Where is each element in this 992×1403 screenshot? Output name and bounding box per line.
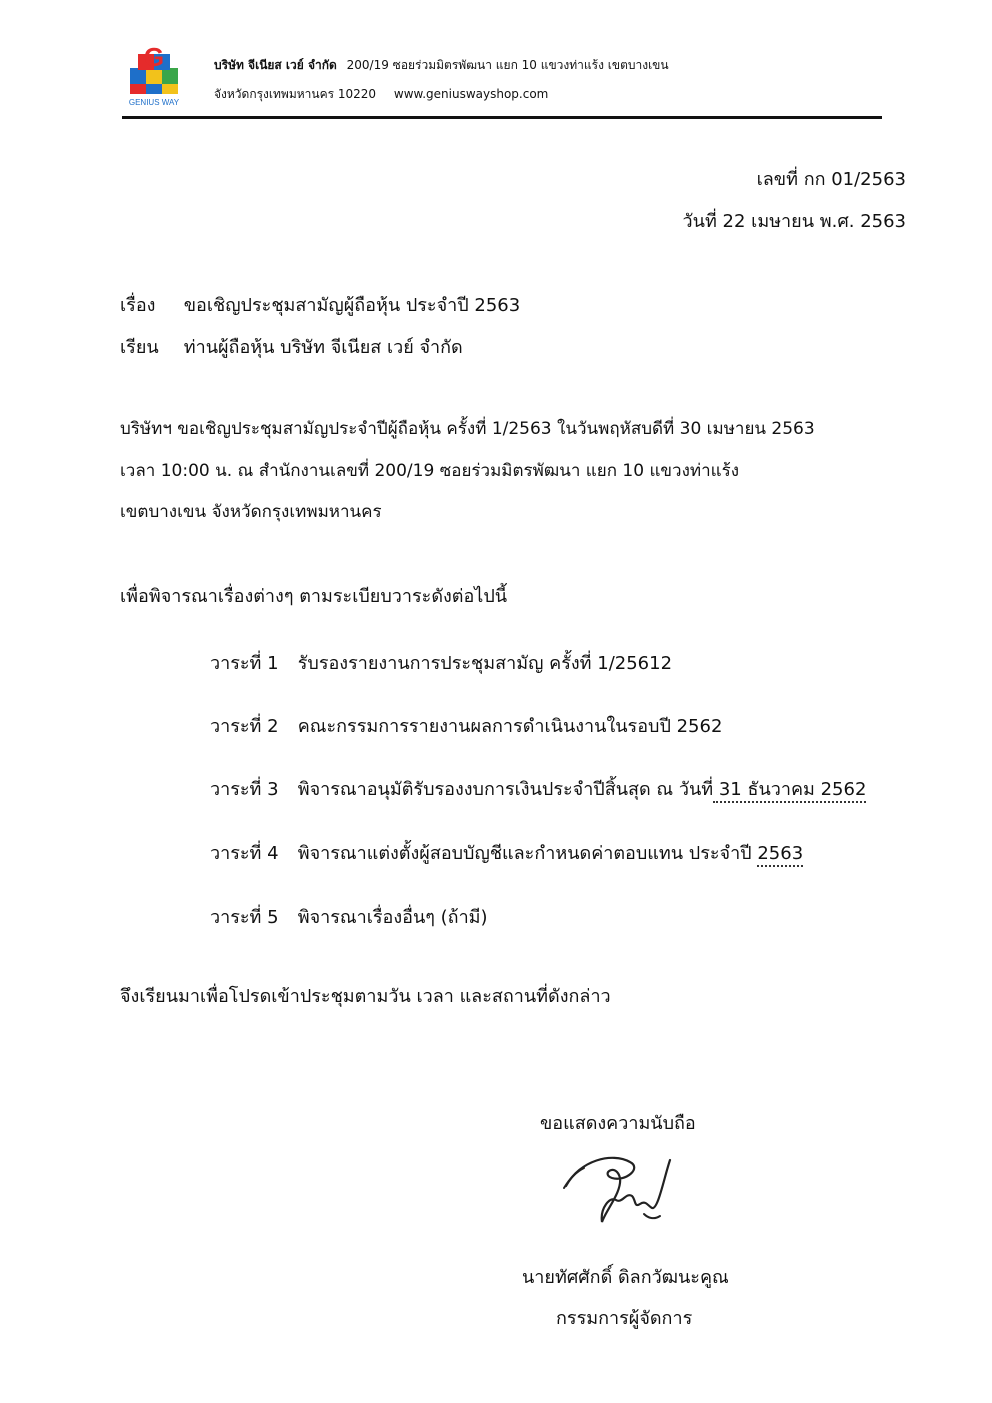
agenda-text: พิจารณาอนุมัติรับรองงบการเงินประจำปีสิ้นสุด ณ วันที่ xyxy=(297,779,714,800)
paragraph-line-2: เวลา 10:00 น. ณ สำนักงานเลขที่ 200/19 ซอยร่วมมิตรพัฒนา แยก 10 แขวงท่าแร้ง xyxy=(120,461,740,481)
logo-text: GENIUS WAY xyxy=(128,98,180,107)
agenda-underlined-year: 2563 xyxy=(757,843,803,867)
agenda-label: วาระที่ 2 xyxy=(210,716,279,737)
agenda-text: รับรองรายงานการประชุมสามัญ ครั้งที่ 1/25612 xyxy=(297,653,673,674)
company-website[interactable]: www.geniuswayshop.com xyxy=(393,87,549,101)
header-line-2 xyxy=(214,85,548,104)
signer-name: นายทัศศักดิ์ ดิลกวัฒนะคูณ xyxy=(522,1267,729,1288)
agenda-label: วาระที่ 1 xyxy=(210,653,279,674)
paragraph-line-1: บริษัทฯ ขอเชิญประชุมสามัญประจำปีผู้ถือหุ้น ครั้งที่ 1/2563 ในวันพฤหัสบดีที่ 30 เมษายน 2563 xyxy=(120,419,815,439)
agenda-label: วาระที่ 3 xyxy=(210,779,279,800)
document-date: วันที่ 22 เมษายน พ.ศ. 2563 xyxy=(682,211,906,232)
agenda-item xyxy=(210,774,866,803)
signature-image xyxy=(560,1148,680,1230)
agenda-item xyxy=(210,902,488,931)
agenda-item xyxy=(210,648,672,677)
to-text: ท่านผู้ถือหุ้น บริษัท จีเนียส เวย์ จำกัด xyxy=(183,337,463,358)
agenda-underlined-date: 31 ธันวาคม 2562 xyxy=(713,779,866,803)
subject-text: ขอเชิญประชุมสามัญผู้ถือหุ้น ประจำปี 2563 xyxy=(183,295,521,316)
document-number: เลขที่ กก 01/2563 xyxy=(756,169,906,190)
company-name: บริษัท จีเนียส เวย์ จำกัด xyxy=(214,58,337,72)
agenda-text: พิจารณาแต่งตั้งผู้สอบบัญชีและกำหนดค่าตอบแทน ประจำปี xyxy=(297,843,758,864)
logo-letter: G xyxy=(143,42,165,72)
regards-text: ขอแสดงความนับถือ xyxy=(540,1113,696,1134)
subject-row xyxy=(120,290,520,319)
agenda-label: วาระที่ 5 xyxy=(210,907,279,928)
to-row xyxy=(120,332,463,361)
closing-text: จึงเรียนมาเพื่อโปรดเข้าประชุมตามวัน เวลา และสถานที่ดังกล่าว xyxy=(120,986,611,1007)
to-label: เรียน xyxy=(120,337,159,358)
paragraph-line-3: เขตบางเขน จังหวัดกรุงเทพมหานคร xyxy=(120,502,382,522)
agenda-item xyxy=(210,711,722,740)
agenda-text: พิจารณาเรื่องอื่นๆ (ถ้ามี) xyxy=(297,907,488,928)
subject-label: เรื่อง xyxy=(120,295,156,316)
agenda-item xyxy=(210,838,803,867)
company-address-2: จังหวัดกรุงเทพมหานคร 10220 xyxy=(214,87,377,101)
header-divider xyxy=(122,116,882,119)
agenda-intro: เพื่อพิจารณาเรื่องต่างๆ ตามระเบียบวาระดังต่อไปนี้ xyxy=(120,586,508,607)
agenda-text: คณะกรรมการรายงานผลการดำเนินงานในรอบปี 2562 xyxy=(297,716,723,737)
company-logo xyxy=(124,42,188,110)
signer-title: กรรมการผู้จัดการ xyxy=(556,1308,693,1329)
agenda-label: วาระที่ 4 xyxy=(210,843,279,864)
company-address-1: 200/19 ซอยร่วมมิตรพัฒนา แยก 10 แขวงท่าแร้ง เขตบางเขน xyxy=(346,58,669,72)
header-line-1 xyxy=(214,56,669,75)
